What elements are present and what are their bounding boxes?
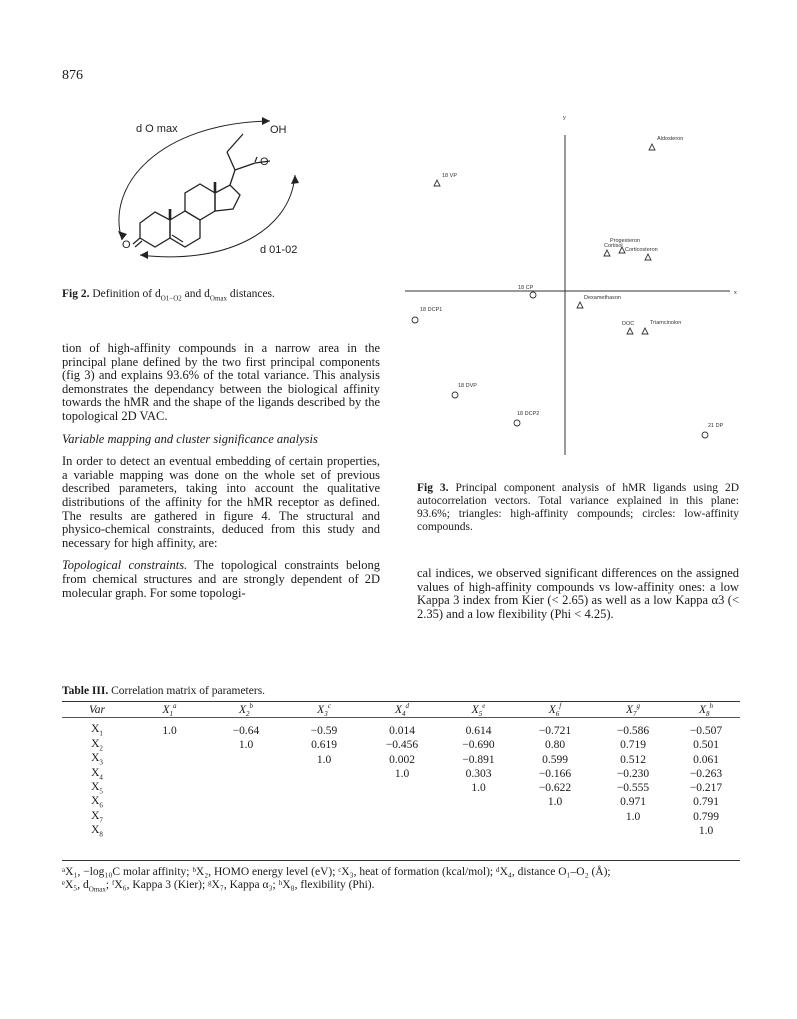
table3-cell: 1.0 (698, 825, 714, 838)
table3-var-cell: $X_2$ (91, 738, 103, 753)
table3-var-cell: $X_3$ (91, 752, 103, 767)
table3-cell: 0.799 (693, 810, 719, 823)
table3-cell (363, 824, 441, 838)
fig2-caption-mid: and d (181, 288, 210, 300)
table3-cell (516, 810, 594, 824)
fig3-point-label: Dexamethason (584, 295, 621, 301)
table3-header-cell: $X_6^f$ (548, 702, 562, 719)
table3-cell: 0.619 (311, 739, 337, 752)
fig3-point-label: Triamcinolon (650, 320, 682, 326)
table3-title (62, 685, 265, 698)
table3-row (62, 795, 740, 809)
table3-header-row (62, 702, 740, 718)
table3-cell (285, 781, 363, 795)
table3-cell (441, 810, 516, 824)
table3-cell (363, 810, 441, 824)
table3-cell: 1.0 (547, 796, 563, 809)
table3-cell (441, 795, 516, 809)
table3-cell: 0.971 (620, 796, 646, 809)
table3-var-cell: $X_5$ (91, 781, 103, 796)
fig2-caption-end: distances. (227, 288, 275, 300)
table3-cell: 1.0 (625, 810, 641, 823)
fig3-point-label: 18 DCP2 (517, 411, 540, 417)
table3-cell: 0.501 (693, 739, 719, 752)
table3-cell (285, 824, 363, 838)
fig3-point-marker (530, 292, 536, 298)
table3-cell: 0.303 (465, 767, 492, 780)
fig3-point-marker (434, 180, 440, 186)
fig3-caption-text: Principal component analysis of hMR ligands using 2D autocorrelation vectors. Total variance explained in this plane: 93.6%; triangles: high-affinity compounds; circles: low-affinity compounds. (417, 482, 739, 533)
fig3-point-label: Aldosteron (657, 136, 684, 142)
fig3-caption (417, 482, 739, 534)
table3-title-label: Table III. (62, 685, 109, 697)
fig3-point-marker (577, 302, 583, 308)
table3-header-cell: $X_4^d$ (394, 702, 410, 719)
fig3-point-label: 21 DP (708, 423, 724, 429)
table3-header-cell: $X_3^c$ (317, 702, 331, 719)
fig2-caption (62, 288, 382, 305)
fig3-point-label: 18 CP (518, 285, 534, 291)
fig3-point-marker (627, 328, 633, 334)
table3-cell (441, 824, 516, 838)
table3-row (62, 767, 740, 781)
fig3-y-label: y (563, 115, 566, 121)
fig3-caption-label: Fig 3. (417, 482, 449, 494)
table3-cell: −0.263 (689, 767, 723, 780)
left-para-1: tion of high-affinity compounds in a narrow area in the principal plane defined by the two first principal components (fig 3) and explains 93.6% of the total variance. This analysis demonstrates the dependancy between the biological affinity towards the hMR and the shape of the ligands described by the topological 2D VAC. (62, 341, 380, 423)
fig3-point-marker (642, 328, 648, 334)
table3-cell: −0.456 (385, 739, 419, 752)
left-para-2: In order to detect an eventual embedding of certain properties, a variable mapping was done on the whole set of previous described parameters, taking into account the qualitative distributions of the affinity for the hMR receptor as defined. The results are gathered in figure 4. The structural and physico-chemical constraints, deduced from this study and necessary for high affinity, are: (62, 454, 380, 550)
left-para-3-lead: Topological constraints. (62, 558, 188, 573)
table3-header-cell: $X_2^b$ (238, 702, 254, 719)
fig3-point-marker (649, 144, 655, 150)
right-column (417, 567, 739, 621)
fig3-point-label: Cortisol (604, 243, 623, 249)
table3-cell (207, 752, 285, 766)
table3-var-cell: $X_8$ (91, 823, 103, 839)
table3-cell: 1.0 (238, 739, 254, 752)
table3-footnote-line2-a: ᵉX₅, d (62, 879, 89, 891)
table3-row (62, 738, 740, 752)
fig2-caption-sub1: O1−O2 (160, 294, 182, 303)
table3-cell: 0.791 (693, 796, 719, 809)
table3-cell: −0.166 (538, 767, 572, 780)
fig2-caption-sub2: Omax (209, 294, 227, 303)
fig3-x-label: x (734, 290, 737, 296)
table3-var-cell: $X_4$ (91, 766, 103, 782)
table3-cell (207, 795, 285, 809)
table3-cell: 0.002 (389, 753, 415, 766)
left-para-3 (62, 559, 380, 600)
table3-cell (207, 767, 285, 781)
fig3-point-marker (645, 254, 651, 260)
table3-header-cell: $X_1^a$ (162, 702, 177, 719)
table3-row (62, 824, 740, 838)
table3-cell: 0.80 (544, 739, 566, 752)
table3-cell (132, 767, 207, 781)
fig2-caption-text: Definition of d (92, 288, 161, 300)
table3-cell (132, 824, 207, 838)
table3-header-cell: $X_7^g$ (625, 702, 641, 719)
section-heading: Variable mapping and cluster significance analysis (62, 431, 318, 446)
fig3-point-label: 18 DVP (458, 383, 477, 389)
left-para-3-text: The topological constraints belong from chemical structures and are strongly dependent of 2D molecular graph. For some topologi- (62, 558, 380, 600)
fig3-point-label: 18 VP (442, 173, 457, 179)
table3-footnote-line2-b: ; ᶠX₆, Kappa 3 (Kier); ᵍX₇, Kappa α₃; ʰX₈, flexibility (Phi). (105, 879, 375, 891)
fig3-point-marker (702, 432, 708, 438)
table3-cell: −0.721 (538, 724, 572, 737)
table3-row (62, 810, 740, 824)
table3-footnote-line2-sub: Omax (88, 885, 106, 894)
table3-cell: −0.891 (462, 753, 495, 766)
table3-cell: −0.64 (232, 724, 260, 737)
table3-title-text: Correlation matrix of parameters. (108, 685, 266, 697)
right-para: cal indices, we observed significant differences on the assigned values of high-affinity compounds vs low-affinity ones: a low Kappa 3 index from Kier (< 2.65) as well as a low Kappa α3 (< 2.35) and a low flexibility (Phi < 4.25). (417, 566, 739, 621)
fig2-label-dmax: d O max (136, 123, 178, 135)
table3-bottom-rule (62, 860, 740, 861)
table3-header-cell: $X_5^e$ (471, 702, 486, 719)
table3-cell: −0.507 (689, 724, 723, 737)
table3-cell: 0.061 (693, 753, 719, 766)
table3-cell (285, 767, 363, 781)
table3-cell (207, 824, 285, 838)
table3-cell: −0.622 (538, 782, 572, 795)
table3-cell: 1.0 (471, 782, 486, 795)
table3-header-cell: $X_8^h$ (698, 702, 714, 719)
fig3-point-label: Progesteron (610, 238, 640, 244)
table3 (62, 702, 740, 838)
table3-row (62, 752, 740, 766)
table3-row (62, 718, 740, 738)
table3-cell: −0.230 (616, 767, 650, 780)
table3-cell (132, 752, 207, 766)
table3-header-cell: Var (89, 704, 105, 717)
page-number: 876 (62, 68, 83, 83)
fig2-label-o-ring: O (122, 239, 131, 251)
table3-cell: 1.0 (162, 724, 177, 737)
table3-cell (516, 824, 594, 838)
fig3-point-label: Corticosteron (625, 247, 658, 253)
table3-cell (285, 810, 363, 824)
table3-cell: 0.614 (465, 724, 492, 737)
table3-cell: 0.014 (389, 724, 415, 737)
fig2-caption-label: Fig 2. (62, 288, 90, 300)
fig3-point-label: DOC (622, 321, 635, 327)
fig2-label-oh: OH (270, 124, 287, 136)
fig3-point-marker (514, 420, 520, 426)
table3-cell: −0.59 (310, 724, 338, 737)
table3-cell: −0.690 (462, 739, 495, 752)
table3-footnote-line1: ᵃX₁, −log₁₀C molar affinity; ᵇX₂, HOMO energy level (eV); ᶜX₃, heat of formation (kcal/mol); ᵈX₄, distance O₁–O₂ (Å); (62, 866, 611, 878)
fig3-point-marker (412, 317, 418, 323)
table3-var-cell: $X_7$ (91, 809, 103, 824)
table3-cell: 0.719 (620, 739, 646, 752)
table3-cell (363, 781, 441, 795)
table3-cell (207, 810, 285, 824)
table3-cell: 1.0 (316, 753, 332, 766)
table3-cell (132, 781, 207, 795)
table3-var-cell: $X_6$ (91, 795, 103, 810)
fig3-point-marker (452, 392, 458, 398)
table3-cell: −0.586 (616, 724, 650, 737)
fig3-pca-plot (400, 105, 745, 465)
fig3-point-marker (604, 250, 610, 256)
table3-cell: 0.599 (542, 753, 568, 766)
fig2-structure (100, 115, 390, 275)
table3-cell: 1.0 (394, 767, 410, 780)
fig2-label-d0102: d 01-02 (260, 244, 298, 256)
left-column (62, 342, 380, 600)
table3-row (62, 781, 740, 795)
table3-cell (594, 824, 672, 838)
table3-footnote (62, 866, 742, 896)
table3-cell (132, 795, 207, 809)
table3-cell (363, 795, 441, 809)
table3-cell: −0.217 (689, 782, 723, 795)
table3-cell: −0.555 (616, 782, 650, 795)
table3-cell (132, 738, 207, 752)
fig3-point-label: 18 DCP1 (420, 307, 443, 313)
table3-cell: 0.512 (620, 753, 646, 766)
table3-cell (132, 810, 207, 824)
table3-cell (207, 781, 285, 795)
table3-footnote-line2 (62, 879, 742, 896)
table3-var-cell: $X_1$ (91, 723, 103, 738)
fig2-label-o-ketone: O (260, 156, 269, 168)
table3-cell (285, 795, 363, 809)
